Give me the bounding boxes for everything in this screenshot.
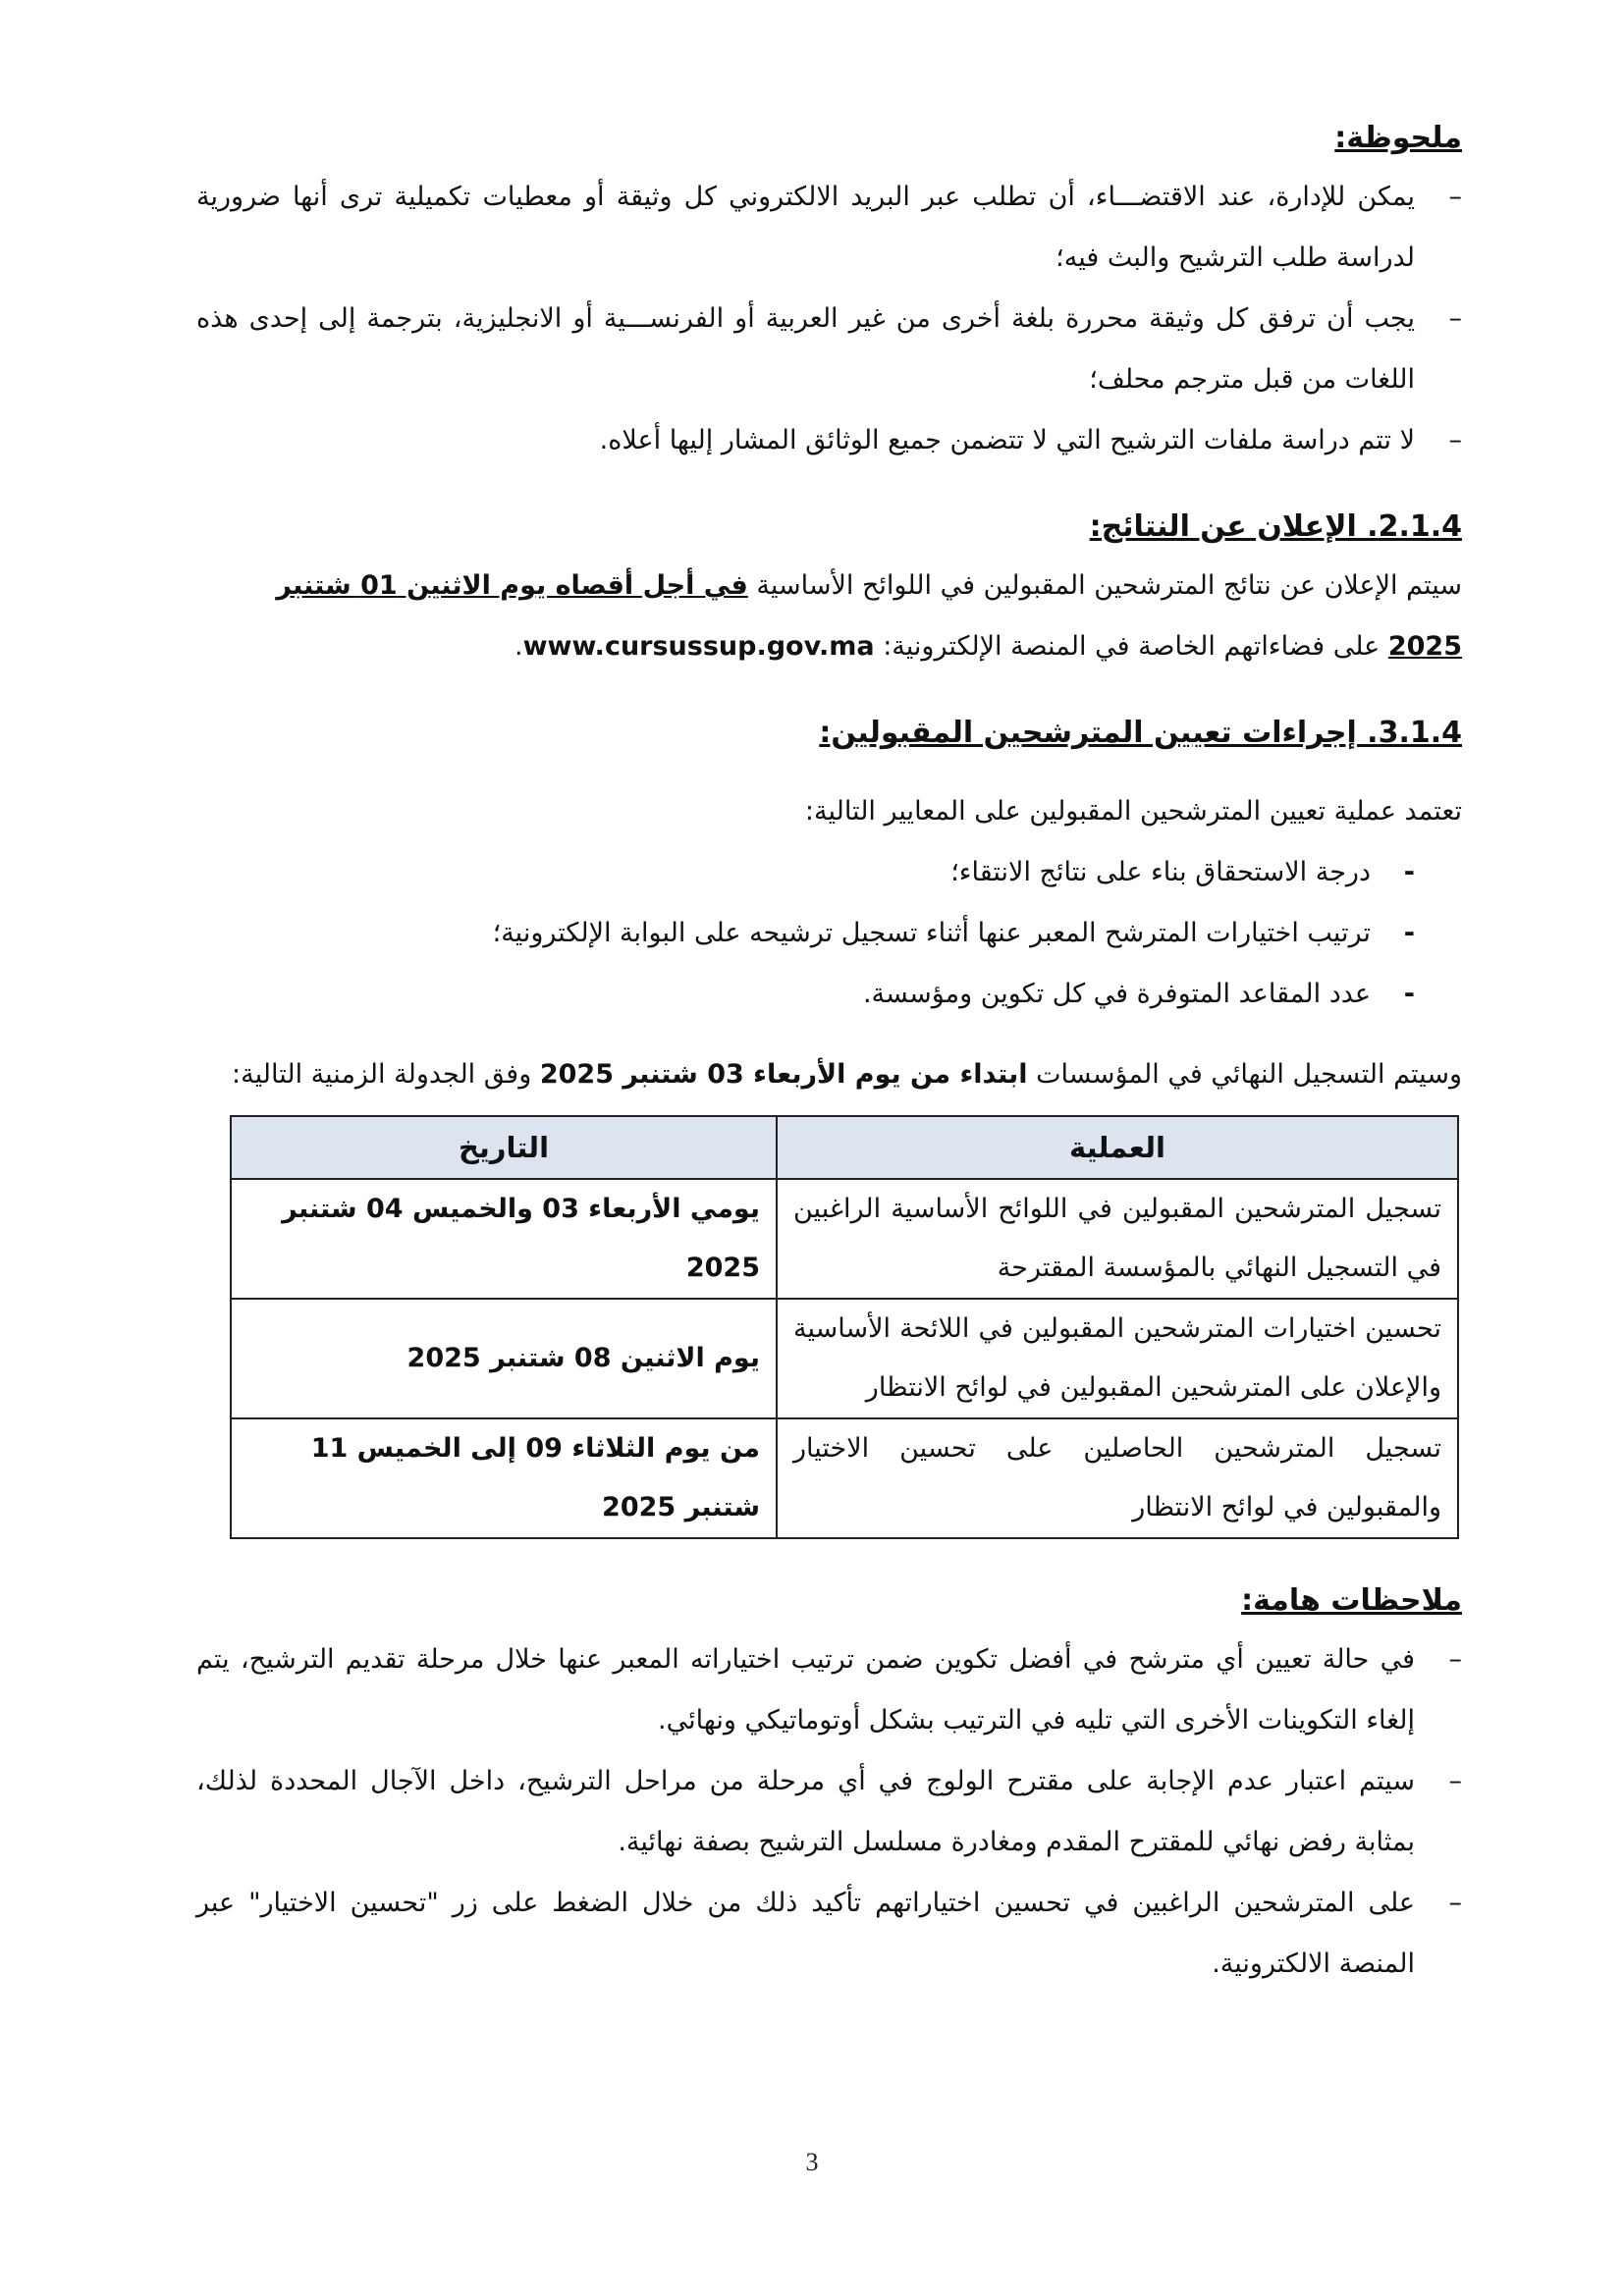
- important-item: [196, 1629, 1462, 1751]
- table-row: [231, 1418, 1458, 1538]
- dash-bullet: –: [1448, 1644, 1462, 1675]
- schedule-text-before: وسيتم التسجيل النهائي في المؤسسات: [1027, 1059, 1462, 1090]
- criteria-bullet: -: [1403, 918, 1415, 948]
- dash-bullet: –: [1448, 1766, 1462, 1796]
- important-item-text: سيتم اعتبار عدم الإجابة على مقترح الولوج في أي مرحلة من مراحل الترشيح، داخل الآجال المحددة لذلك، بمثابة رفض نهائي للمقترح المقدم ومغادرة مسلسل الترشيح بصفة نهائية.: [196, 1766, 1415, 1857]
- important-item: [196, 1873, 1462, 1995]
- note-item: [196, 410, 1462, 471]
- assignment-heading: 3.1.4. إجراءات تعيين المترشحين المقبولين:: [819, 716, 1462, 750]
- dash-bullet: –: [1448, 425, 1462, 455]
- operation-cell: تسجيل المترشحين الحاصلين على تحسين الاختيار والمقبولين في لوائح الانتظار: [777, 1418, 1458, 1538]
- criteria-item: [196, 964, 1415, 1025]
- platform-link[interactable]: www.cursussup.gov.ma: [522, 631, 875, 662]
- operation-cell: تسجيل المترشحين المقبولين في اللوائح الأساسية الراغبين في التسجيل النهائي بالمؤسسة المقترحة: [777, 1179, 1458, 1299]
- criteria-bullet: -: [1403, 979, 1415, 1009]
- assignment-intro: تعتمد عملية تعيين المترشحين المقبولين على المعايير التالية:: [804, 796, 1462, 827]
- date-cell: من يوم الثلاثاء 09 إلى الخميس 11 شتنبر 2025: [231, 1418, 777, 1538]
- header-date: التاريخ: [231, 1116, 777, 1179]
- header-operation: العملية: [777, 1116, 1458, 1179]
- results-deadline: في أجل أقصاه يوم الاثنين 01 شتنبر 2025: [276, 570, 1462, 662]
- schedule-intro: [196, 1044, 1462, 1105]
- important-heading: ملاحظات هامة:: [1241, 1583, 1462, 1618]
- criteria-item: [196, 842, 1415, 903]
- results-paragraph: [196, 556, 1462, 677]
- operation-cell: تحسين اختيارات المترشحين المقبولين في اللائحة الأساسية والإعلان على المترشحين المقبولين في لوائح الانتظار: [777, 1299, 1458, 1418]
- criteria-bullet: -: [1403, 857, 1415, 887]
- note-list: [196, 167, 1462, 471]
- schedule-table: [230, 1115, 1459, 1539]
- criteria-item-text: عدد المقاعد المتوفرة في كل تكوين ومؤسسة.: [862, 979, 1371, 1009]
- results-end: .: [514, 631, 523, 662]
- results-text-after: على فضاءاتهم الخاصة في المنصة الإلكترونية:: [874, 631, 1388, 662]
- table-header-row: [231, 1116, 1458, 1179]
- note-item: [196, 167, 1462, 289]
- criteria-list: [196, 842, 1462, 1025]
- important-item-text: في حالة تعيين أي مترشح في أفضل تكوين ضمن ترتيب اختياراته المعبر عنها خلال مرحلة تقديم الترشيح، يتم إلغاء التكوينات الأخرى التي تليه في الترتيب بشكل أوتوماتيكي ونهائي.: [196, 1644, 1415, 1735]
- important-item-text: على المترشحين الراغبين في تحسين اختياراتهم تأكيد ذلك من خلال الضغط على زر "تحسين الاختيار" عبر المنصة الالكترونية.: [196, 1888, 1415, 1979]
- table-row: [231, 1179, 1458, 1299]
- dash-bullet: –: [1448, 303, 1462, 334]
- table-row: [231, 1299, 1458, 1418]
- criteria-item: [196, 903, 1415, 964]
- results-heading: 2.1.4. الإعلان عن النتائج:: [1089, 509, 1462, 544]
- note-item-text: يمكن للإدارة، عند الاقتضـــاء، أن تطلب عبر البريد الالكتروني كل وثيقة أو معطيات تكميلية ترى أنها ضرورية لدراسة طلب الترشيح والبث فيه؛: [196, 182, 1415, 273]
- page-content: [196, 110, 1462, 1995]
- criteria-item-text: درجة الاستحقاق بناء على نتائج الانتقاء؛: [950, 857, 1371, 887]
- note-item-text: لا تتم دراسة ملفات الترشيح التي لا تتضمن جميع الوثائق المشار إليها أعلاه.: [599, 425, 1415, 455]
- dash-bullet: –: [1448, 182, 1462, 212]
- date-cell: يوم الاثنين 08 شتنبر 2025: [231, 1299, 777, 1418]
- note-item-text: يجب أن ترفق كل وثيقة محررة بلغة أخرى من غير العربية أو الفرنســـية أو الانجليزية، بترجمة إلى إحدى هذه اللغات من قبل مترجم محلف؛: [196, 303, 1415, 395]
- schedule-text-after: وفق الجدولة الزمنية التالية:: [232, 1059, 540, 1090]
- dash-bullet: –: [1448, 1888, 1462, 1918]
- date-cell: يومي الأربعاء 03 والخميس 04 شتنبر 2025: [231, 1179, 777, 1299]
- schedule-start-date: ابتداء من يوم الأربعاء 03 شتنبر 2025: [539, 1059, 1028, 1090]
- note-heading: ملحوظة:: [1334, 121, 1462, 155]
- results-text-before: سيتم الإعلان عن نتائج المترشحين المقبولين في اللوائح الأساسية: [747, 570, 1462, 601]
- important-list: [196, 1629, 1462, 1995]
- important-item: [196, 1751, 1462, 1873]
- criteria-item-text: ترتيب اختيارات المترشح المعبر عنها أثناء تسجيل ترشيحه على البوابة الإلكترونية؛: [492, 918, 1371, 948]
- page-number: 3: [805, 2148, 819, 2176]
- note-item: [196, 289, 1462, 410]
